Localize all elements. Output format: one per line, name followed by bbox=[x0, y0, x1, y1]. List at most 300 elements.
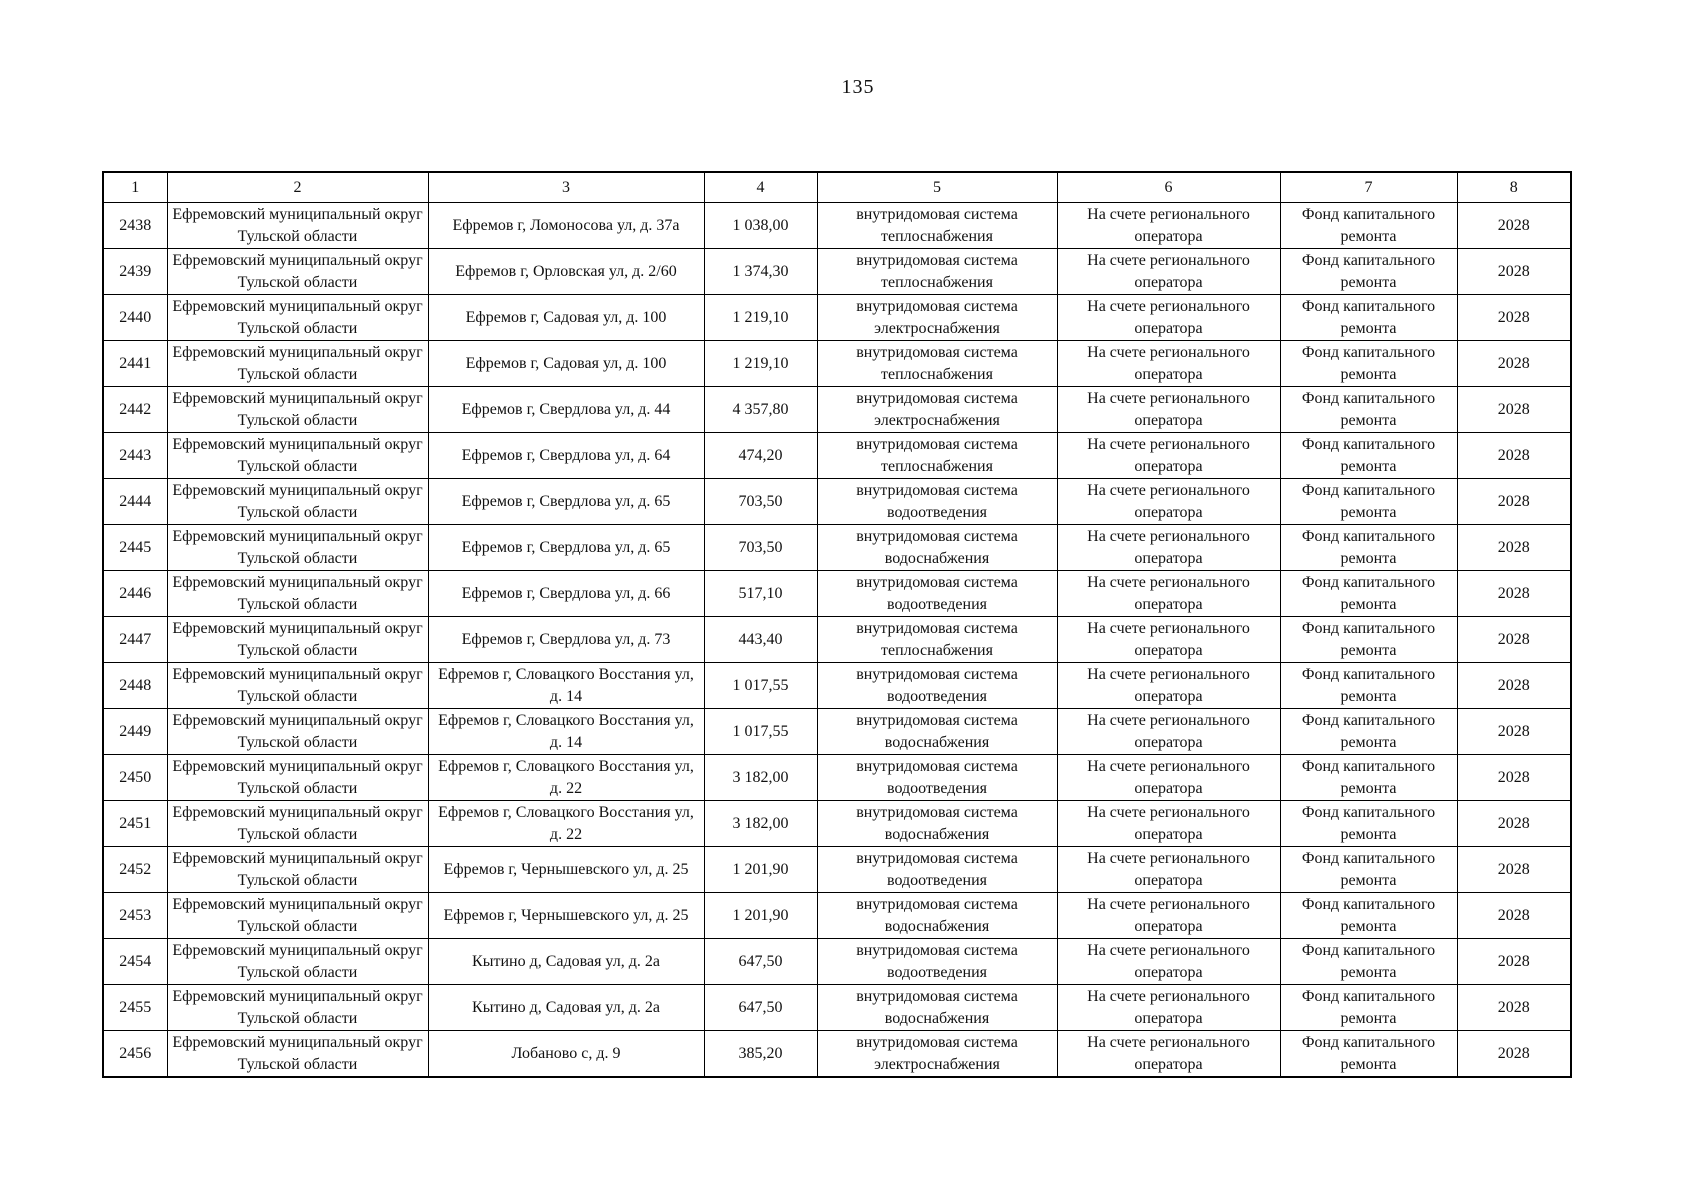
table-cell-col-number bbox=[103, 203, 167, 249]
table-row bbox=[103, 709, 1571, 755]
cell-text: внутридомовая система теплоснабжения bbox=[856, 205, 1018, 245]
cell-text: Ефремов г, Свердлова ул, д. 66 bbox=[461, 584, 671, 602]
cell-text: Ефремовский муниципальный округ Тульской области bbox=[172, 757, 423, 797]
table-cell-col-number bbox=[103, 847, 167, 893]
table-cell-col-area bbox=[704, 571, 817, 617]
cell-text: 2444 bbox=[119, 492, 152, 510]
cell-text: Ефремов г, Свердлова ул, д. 44 bbox=[461, 400, 671, 418]
cell-text: внутридомовая система теплоснабжения bbox=[856, 619, 1018, 659]
cell-text: 2028 bbox=[1497, 906, 1530, 924]
table-cell-col-municipality bbox=[167, 387, 428, 433]
table-cell-col-area bbox=[704, 249, 817, 295]
cell-text: 2446 bbox=[119, 584, 152, 602]
cell-text: Фонд капитального ремонта bbox=[1301, 987, 1436, 1027]
table-cell-col-system bbox=[817, 985, 1057, 1031]
table-cell-col-fund-type bbox=[1280, 847, 1457, 893]
table-cell-col-system bbox=[817, 295, 1057, 341]
table-cell-col-municipality bbox=[167, 709, 428, 755]
cell-text: 2442 bbox=[119, 400, 152, 418]
table-row bbox=[103, 1031, 1571, 1078]
cell-text: внутридомовая система водоотведения bbox=[856, 757, 1018, 797]
cell-text: 1 017,55 bbox=[732, 722, 789, 740]
cell-text: На счете регионального оператора bbox=[1087, 527, 1250, 567]
cell-text: Ефремовский муниципальный округ Тульской области bbox=[172, 941, 423, 981]
cell-text: 2443 bbox=[119, 446, 152, 464]
table-cell-col-system bbox=[817, 847, 1057, 893]
cell-text: Ефремов г, Свердлова ул, д. 65 bbox=[461, 538, 671, 556]
table-row bbox=[103, 295, 1571, 341]
table-cell-col-area bbox=[704, 985, 817, 1031]
table-cell-col-system bbox=[817, 341, 1057, 387]
cell-text: 2439 bbox=[119, 262, 152, 280]
table-cell-col-area bbox=[704, 801, 817, 847]
cell-text: На счете регионального оператора bbox=[1087, 1033, 1250, 1073]
table-cell-col-year bbox=[1457, 571, 1571, 617]
cell-text: Ефремов г, Словацкого Восстания ул, д. 22 bbox=[438, 803, 694, 843]
cell-text: Ефремов г, Садовая ул, д. 100 bbox=[465, 308, 667, 326]
table-cell-col-fund-account bbox=[1057, 985, 1280, 1031]
table-cell-col-number bbox=[103, 387, 167, 433]
cell-text: 1 374,30 bbox=[732, 262, 789, 280]
cell-text: Фонд капитального ремонта bbox=[1301, 895, 1436, 935]
table-cell-col-fund-account bbox=[1057, 387, 1280, 433]
table-cell-col-municipality bbox=[167, 893, 428, 939]
table-cell-col-number bbox=[103, 571, 167, 617]
table-cell-col-municipality bbox=[167, 939, 428, 985]
table-row bbox=[103, 663, 1571, 709]
cell-text: На счете регионального оператора bbox=[1087, 481, 1250, 521]
table-cell-col-address bbox=[428, 801, 704, 847]
table-cell-col-number bbox=[103, 617, 167, 663]
table-row bbox=[103, 571, 1571, 617]
table-cell-col-address bbox=[428, 295, 704, 341]
table-cell-col-address bbox=[428, 755, 704, 801]
table-cell-col-fund-type bbox=[1280, 893, 1457, 939]
table-cell-col-year bbox=[1457, 295, 1571, 341]
table-cell-col-fund-type bbox=[1280, 617, 1457, 663]
table-cell-col-address bbox=[428, 203, 704, 249]
table-cell-col-system bbox=[817, 1031, 1057, 1078]
cell-text: 2028 bbox=[1497, 216, 1530, 234]
cell-text: 517,10 bbox=[738, 584, 783, 602]
table-cell-col-address bbox=[428, 939, 704, 985]
cell-text: 2028 bbox=[1497, 860, 1530, 878]
table-cell-col-system bbox=[817, 939, 1057, 985]
table-cell-col-area bbox=[704, 617, 817, 663]
cell-text: 2453 bbox=[119, 906, 152, 924]
table-row bbox=[103, 985, 1571, 1031]
table-cell-col-fund-account bbox=[1057, 801, 1280, 847]
cell-text: На счете регионального оператора bbox=[1087, 343, 1250, 383]
table-cell-col-area bbox=[704, 755, 817, 801]
table-cell-col-municipality bbox=[167, 295, 428, 341]
table-row bbox=[103, 203, 1571, 249]
table-cell-col-year bbox=[1457, 341, 1571, 387]
cell-text: 2028 bbox=[1497, 998, 1530, 1016]
cell-text: 2028 bbox=[1497, 446, 1530, 464]
table-cell-col-system bbox=[817, 663, 1057, 709]
table-cell-col-address bbox=[428, 985, 704, 1031]
table-cell-col-number bbox=[103, 663, 167, 709]
table-cell-col-area bbox=[704, 939, 817, 985]
table-cell-col-year bbox=[1457, 847, 1571, 893]
table-cell-col-fund-type bbox=[1280, 755, 1457, 801]
cell-text: На счете регионального оператора bbox=[1087, 757, 1250, 797]
table-cell-col-fund-account bbox=[1057, 433, 1280, 479]
table-cell-col-year bbox=[1457, 1031, 1571, 1078]
table-body bbox=[103, 203, 1571, 1078]
cell-text: внутридомовая система водоотведения bbox=[856, 573, 1018, 613]
cell-text: Фонд капитального ремонта bbox=[1301, 1033, 1436, 1073]
table-cell-col-fund-type bbox=[1280, 663, 1457, 709]
cell-text: Ефремовский муниципальный округ Тульской области bbox=[172, 435, 423, 475]
table-cell-col-fund-account bbox=[1057, 939, 1280, 985]
cell-text: 2028 bbox=[1497, 1044, 1530, 1062]
cell-text: 2456 bbox=[119, 1044, 152, 1062]
table-cell-col-fund-account bbox=[1057, 341, 1280, 387]
cell-text: Ефремов г, Ломоносова ул, д. 37а bbox=[452, 216, 680, 234]
table-cell-col-fund-account bbox=[1057, 617, 1280, 663]
table-cell-col-fund-type bbox=[1280, 295, 1457, 341]
cell-text: Ефремов г, Свердлова ул, д. 65 bbox=[461, 492, 671, 510]
table-cell-col-municipality bbox=[167, 341, 428, 387]
cell-text: 1 201,90 bbox=[732, 906, 789, 924]
cell-text: внутридомовая система электроснабжения bbox=[856, 297, 1018, 337]
cell-text: 443,40 bbox=[738, 630, 783, 648]
table-cell-col-area bbox=[704, 1031, 817, 1078]
table-cell-col-fund-type bbox=[1280, 387, 1457, 433]
table-cell-col-municipality bbox=[167, 571, 428, 617]
table-row bbox=[103, 617, 1571, 663]
cell-text: внутридомовая система водоснабжения bbox=[856, 987, 1018, 1027]
table-cell-col-number bbox=[103, 479, 167, 525]
table-cell-col-municipality bbox=[167, 1031, 428, 1078]
cell-text: Фонд капитального ремонта bbox=[1301, 205, 1436, 245]
table-cell-col-number bbox=[103, 249, 167, 295]
cell-text: 385,20 bbox=[738, 1044, 783, 1062]
cell-text: Ефремов г, Орловская ул, д. 2/60 bbox=[455, 262, 677, 280]
cell-text: 2449 bbox=[119, 722, 152, 740]
table-cell-col-address bbox=[428, 479, 704, 525]
cell-text: 703,50 bbox=[738, 492, 783, 510]
table-cell-col-municipality bbox=[167, 203, 428, 249]
table-cell-col-fund-type bbox=[1280, 571, 1457, 617]
table-cell-col-number bbox=[103, 295, 167, 341]
cell-text: Ефремовский муниципальный округ Тульской области bbox=[172, 619, 423, 659]
cell-text: внутридомовая система теплоснабжения bbox=[856, 251, 1018, 291]
cell-text: 2451 bbox=[119, 814, 152, 832]
table-cell-col-fund-type bbox=[1280, 801, 1457, 847]
cell-text: внутридомовая система водоснабжения bbox=[856, 711, 1018, 751]
cell-text: Ефремов г, Садовая ул, д. 100 bbox=[465, 354, 667, 372]
cell-text: Фонд капитального ремонта bbox=[1301, 251, 1436, 291]
cell-text: Фонд капитального ремонта bbox=[1301, 297, 1436, 337]
header-row bbox=[103, 172, 1571, 203]
cell-text: Кытино д, Садовая ул, д. 2а bbox=[472, 952, 660, 970]
cell-text: Фонд капитального ремонта bbox=[1301, 619, 1436, 659]
cell-text: Ефремовский муниципальный округ Тульской области bbox=[172, 251, 423, 291]
cell-text: Ефремов г, Свердлова ул, д. 73 bbox=[461, 630, 671, 648]
header-cell-col-fund-type: 7 bbox=[1280, 172, 1457, 203]
cell-text: На счете регионального оператора bbox=[1087, 251, 1250, 291]
table-cell-col-number bbox=[103, 1031, 167, 1078]
table-cell-col-fund-account bbox=[1057, 295, 1280, 341]
cell-text: На счете регионального оператора bbox=[1087, 573, 1250, 613]
cell-text: 2028 bbox=[1497, 768, 1530, 786]
table-cell-col-system bbox=[817, 893, 1057, 939]
table-cell-col-system bbox=[817, 571, 1057, 617]
table-cell-col-area bbox=[704, 341, 817, 387]
cell-text: Ефремовский муниципальный округ Тульской области bbox=[172, 895, 423, 935]
table-cell-col-fund-account bbox=[1057, 893, 1280, 939]
cell-text: внутридомовая система теплоснабжения bbox=[856, 343, 1018, 383]
table-cell-col-address bbox=[428, 525, 704, 571]
cell-text: 474,20 bbox=[738, 446, 783, 464]
table-cell-col-area bbox=[704, 479, 817, 525]
cell-text: Фонд капитального ремонта bbox=[1301, 527, 1436, 567]
table-cell-col-area bbox=[704, 663, 817, 709]
table-cell-col-number bbox=[103, 709, 167, 755]
table-cell-col-fund-type bbox=[1280, 709, 1457, 755]
table-header bbox=[103, 172, 1571, 203]
cell-text: Ефремов г, Словацкого Восстания ул, д. 22 bbox=[438, 757, 694, 797]
table-cell-col-address bbox=[428, 341, 704, 387]
table-cell-col-area bbox=[704, 295, 817, 341]
cell-text: Ефремов г, Свердлова ул, д. 64 bbox=[461, 446, 671, 464]
table-cell-col-year bbox=[1457, 755, 1571, 801]
table-cell-col-area bbox=[704, 203, 817, 249]
cell-text: На счете регионального оператора bbox=[1087, 435, 1250, 475]
cell-text: Ефремов г, Чернышевского ул, д. 25 bbox=[443, 906, 689, 924]
table-cell-col-fund-account bbox=[1057, 847, 1280, 893]
cell-text: 2028 bbox=[1497, 538, 1530, 556]
cell-text: На счете регионального оператора bbox=[1087, 803, 1250, 843]
table-cell-col-system bbox=[817, 755, 1057, 801]
table-cell-col-number bbox=[103, 755, 167, 801]
cell-text: 2028 bbox=[1497, 814, 1530, 832]
cell-text: 2028 bbox=[1497, 262, 1530, 280]
table-cell-col-area bbox=[704, 433, 817, 479]
header-cell-col-municipality: 2 bbox=[167, 172, 428, 203]
cell-text: Ефремовский муниципальный округ Тульской области bbox=[172, 1033, 423, 1073]
cell-text: Фонд капитального ремонта bbox=[1301, 343, 1436, 383]
table-cell-col-system bbox=[817, 433, 1057, 479]
table-cell-col-year bbox=[1457, 525, 1571, 571]
header-cell-col-number: 1 bbox=[103, 172, 167, 203]
cell-text: Ефремовский муниципальный округ Тульской области bbox=[172, 389, 423, 429]
cell-text: Фонд капитального ремонта bbox=[1301, 481, 1436, 521]
cell-text: 2028 bbox=[1497, 584, 1530, 602]
header-cell-col-system: 5 bbox=[817, 172, 1057, 203]
cell-text: На счете регионального оператора bbox=[1087, 619, 1250, 659]
table-row bbox=[103, 387, 1571, 433]
table-cell-col-municipality bbox=[167, 617, 428, 663]
cell-text: Ефремовский муниципальный округ Тульской области bbox=[172, 849, 423, 889]
table-cell-col-municipality bbox=[167, 755, 428, 801]
table-cell-col-fund-type bbox=[1280, 525, 1457, 571]
table-cell-col-fund-account bbox=[1057, 709, 1280, 755]
cell-text: 1 017,55 bbox=[732, 676, 789, 694]
cell-text: На счете регионального оператора bbox=[1087, 849, 1250, 889]
table-cell-col-municipality bbox=[167, 525, 428, 571]
table-cell-col-fund-type bbox=[1280, 479, 1457, 525]
cell-text: 647,50 bbox=[738, 952, 783, 970]
table-cell-col-fund-type bbox=[1280, 1031, 1457, 1078]
table-row bbox=[103, 939, 1571, 985]
cell-text: внутридомовая система водоснабжения bbox=[856, 803, 1018, 843]
table-cell-col-fund-account bbox=[1057, 479, 1280, 525]
table-cell-col-fund-type bbox=[1280, 341, 1457, 387]
table-row bbox=[103, 893, 1571, 939]
table-cell-col-system bbox=[817, 249, 1057, 295]
table-cell-col-fund-account bbox=[1057, 203, 1280, 249]
table-cell-col-fund-type bbox=[1280, 433, 1457, 479]
cell-text: Фонд капитального ремонта bbox=[1301, 573, 1436, 613]
table-row bbox=[103, 801, 1571, 847]
cell-text: Фонд капитального ремонта bbox=[1301, 849, 1436, 889]
cell-text: На счете регионального оператора bbox=[1087, 711, 1250, 751]
cell-text: Ефремовский муниципальный округ Тульской области bbox=[172, 665, 423, 705]
cell-text: 2450 bbox=[119, 768, 152, 786]
cell-text: На счете регионального оператора bbox=[1087, 389, 1250, 429]
cell-text: 1 038,00 bbox=[732, 216, 789, 234]
cell-text: Ефремовский муниципальный округ Тульской области bbox=[172, 343, 423, 383]
cell-text: 1 219,10 bbox=[732, 354, 789, 372]
cell-text: внутридомовая система теплоснабжения bbox=[856, 435, 1018, 475]
cell-text: внутридомовая система водоотведения bbox=[856, 665, 1018, 705]
table-cell-col-system bbox=[817, 203, 1057, 249]
table-cell-col-number bbox=[103, 341, 167, 387]
cell-text: 2454 bbox=[119, 952, 152, 970]
table-cell-col-year bbox=[1457, 387, 1571, 433]
cell-text: внутридомовая система водоотведения bbox=[856, 481, 1018, 521]
table-cell-col-year bbox=[1457, 479, 1571, 525]
cell-text: 2455 bbox=[119, 998, 152, 1016]
table-cell-col-area bbox=[704, 525, 817, 571]
cell-text: 2028 bbox=[1497, 354, 1530, 372]
table-cell-col-address bbox=[428, 571, 704, 617]
table-cell-col-address bbox=[428, 893, 704, 939]
table-cell-col-year bbox=[1457, 203, 1571, 249]
cell-text: 3 182,00 bbox=[732, 814, 789, 832]
cell-text: Ефремовский муниципальный округ Тульской области bbox=[172, 573, 423, 613]
cell-text: Ефремов г, Словацкого Восстания ул, д. 14 bbox=[438, 711, 694, 751]
cell-text: Ефремовский муниципальный округ Тульской области bbox=[172, 527, 423, 567]
cell-text: Фонд капитального ремонта bbox=[1301, 757, 1436, 797]
cell-text: 3 182,00 bbox=[732, 768, 789, 786]
cell-text: 2028 bbox=[1497, 308, 1530, 326]
table-cell-col-system bbox=[817, 479, 1057, 525]
cell-text: внутридомовая система водоотведения bbox=[856, 941, 1018, 981]
table-row bbox=[103, 433, 1571, 479]
table-cell-col-address bbox=[428, 1031, 704, 1078]
table-cell-col-system bbox=[817, 525, 1057, 571]
cell-text: Ефремов г, Словацкого Восстания ул, д. 14 bbox=[438, 665, 694, 705]
cell-text: 2028 bbox=[1497, 400, 1530, 418]
table-cell-col-area bbox=[704, 847, 817, 893]
cell-text: внутридомовая система водоснабжения bbox=[856, 895, 1018, 935]
cell-text: Ефремов г, Чернышевского ул, д. 25 bbox=[443, 860, 689, 878]
table-cell-col-fund-account bbox=[1057, 571, 1280, 617]
table-cell-col-fund-type bbox=[1280, 249, 1457, 295]
cell-text: 2445 bbox=[119, 538, 152, 556]
table-row bbox=[103, 249, 1571, 295]
table-cell-col-number bbox=[103, 433, 167, 479]
table-cell-col-year bbox=[1457, 433, 1571, 479]
header-cell-col-address: 3 bbox=[428, 172, 704, 203]
table-cell-col-address bbox=[428, 433, 704, 479]
table-cell-col-year bbox=[1457, 939, 1571, 985]
cell-text: 2028 bbox=[1497, 722, 1530, 740]
cell-text: Ефремовский муниципальный округ Тульской области bbox=[172, 803, 423, 843]
table-cell-col-fund-type bbox=[1280, 985, 1457, 1031]
cell-text: 2447 bbox=[119, 630, 152, 648]
cell-text: Ефремовский муниципальный округ Тульской области bbox=[172, 711, 423, 751]
table-cell-col-municipality bbox=[167, 663, 428, 709]
table-cell-col-year bbox=[1457, 663, 1571, 709]
cell-text: Ефремовский муниципальный округ Тульской области bbox=[172, 297, 423, 337]
table-cell-col-municipality bbox=[167, 801, 428, 847]
cell-text: 1 219,10 bbox=[732, 308, 789, 326]
page-number: 135 bbox=[841, 76, 875, 98]
header-cell-col-year: 8 bbox=[1457, 172, 1571, 203]
table-cell-col-fund-account bbox=[1057, 663, 1280, 709]
cell-text: На счете регионального оператора bbox=[1087, 297, 1250, 337]
cell-text: Фонд капитального ремонта bbox=[1301, 435, 1436, 475]
table-cell-col-address bbox=[428, 709, 704, 755]
table-cell-col-system bbox=[817, 709, 1057, 755]
cell-text: 2438 bbox=[119, 216, 152, 234]
table-cell-col-fund-account bbox=[1057, 249, 1280, 295]
cell-text: внутридомовая система водоснабжения bbox=[856, 527, 1018, 567]
table-cell-col-address bbox=[428, 847, 704, 893]
cell-text: 2028 bbox=[1497, 952, 1530, 970]
table-cell-col-municipality bbox=[167, 847, 428, 893]
cell-text: внутридомовая система электроснабжения bbox=[856, 1033, 1018, 1073]
cell-text: Лобаново с, д. 9 bbox=[511, 1044, 621, 1062]
cell-text: На счете регионального оператора bbox=[1087, 941, 1250, 981]
cell-text: 703,50 bbox=[738, 538, 783, 556]
cell-text: 1 201,90 bbox=[732, 860, 789, 878]
table-cell-col-number bbox=[103, 893, 167, 939]
table-cell-col-area bbox=[704, 387, 817, 433]
table-cell-col-area bbox=[704, 709, 817, 755]
cell-text: Кытино д, Садовая ул, д. 2а bbox=[472, 998, 660, 1016]
cell-text: внутридомовая система электроснабжения bbox=[856, 389, 1018, 429]
cell-text: 2028 bbox=[1497, 630, 1530, 648]
table-cell-col-municipality bbox=[167, 249, 428, 295]
table-cell-col-fund-type bbox=[1280, 203, 1457, 249]
table-cell-col-year bbox=[1457, 893, 1571, 939]
header-cell-col-area: 4 bbox=[704, 172, 817, 203]
table-cell-col-number bbox=[103, 801, 167, 847]
cell-text: Ефремовский муниципальный округ Тульской области bbox=[172, 481, 423, 521]
table-cell-col-address bbox=[428, 617, 704, 663]
table-cell-col-fund-type bbox=[1280, 939, 1457, 985]
table-cell-col-year bbox=[1457, 249, 1571, 295]
cell-text: Фонд капитального ремонта bbox=[1301, 389, 1436, 429]
cell-text: На счете регионального оператора bbox=[1087, 205, 1250, 245]
table-cell-col-fund-account bbox=[1057, 755, 1280, 801]
cell-text: 2448 bbox=[119, 676, 152, 694]
cell-text: На счете регионального оператора bbox=[1087, 895, 1250, 935]
table-cell-col-year bbox=[1457, 801, 1571, 847]
table-cell-col-address bbox=[428, 249, 704, 295]
cell-text: Ефремовский муниципальный округ Тульской области bbox=[172, 987, 423, 1027]
cell-text: На счете регионального оператора bbox=[1087, 665, 1250, 705]
cell-text: Фонд капитального ремонта bbox=[1301, 711, 1436, 751]
table-cell-col-municipality bbox=[167, 479, 428, 525]
